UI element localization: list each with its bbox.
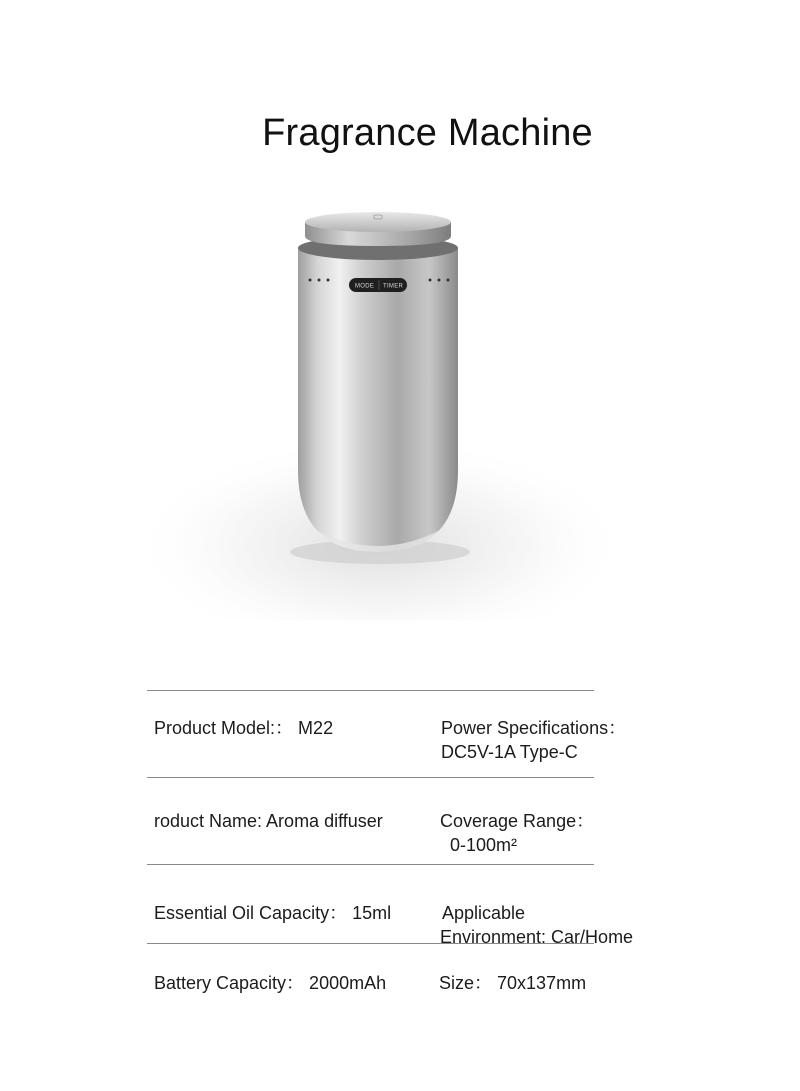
mode-button-label: MODE	[355, 283, 375, 290]
table-divider	[147, 690, 594, 691]
spec-environment-value: Environment: Car/Home	[440, 927, 634, 947]
fragrance-machine-illustration	[120, 200, 660, 620]
page-title: Fragrance Machine	[262, 112, 593, 154]
spec-oil-capacity: Essential Oil Capacity： 15ml	[154, 903, 392, 923]
spec-environment-title: Applicable	[442, 903, 526, 923]
spec-coverage-title: Coverage Range：	[440, 811, 595, 831]
spec-product-name: roduct Name: Aroma diffuser	[154, 811, 383, 831]
spec-coverage-value: 0-100m²	[450, 835, 518, 855]
spec-battery-capacity: Battery Capacity： 2000mAh	[154, 973, 387, 993]
table-divider	[147, 864, 594, 865]
spec-power-value: DC5V-1A Type-C	[441, 742, 578, 762]
spec-size: Size： 70x137mm	[439, 973, 587, 993]
product-image	[120, 200, 660, 620]
timer-button-label: TIMER	[383, 283, 404, 290]
spec-product-model: Product Model:： M22	[154, 718, 334, 738]
spec-power-title: Power Specifications：	[441, 718, 627, 738]
table-divider	[147, 777, 594, 778]
